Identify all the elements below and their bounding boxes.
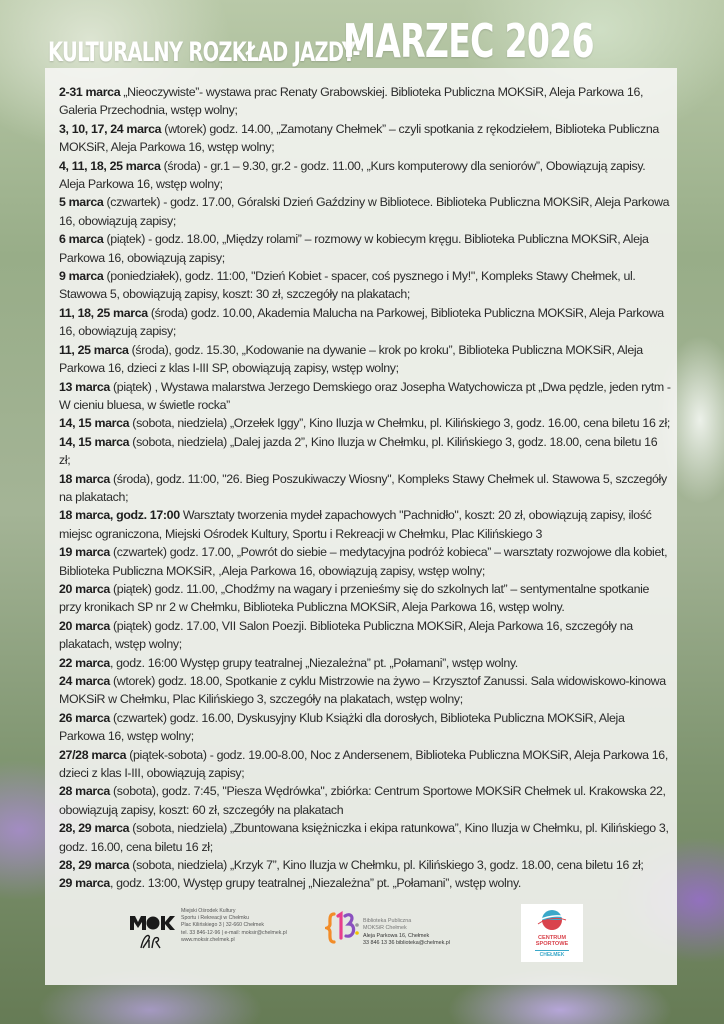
event-text: (wtorek) godz. 18.00, Spotkanie z cyklu Mistrzowie na żywo – Krzysztof Zanussi. Sala widowiskowo-kinowa MOKSiR w Chełmku, Plac Kilińskiego 3, szczegóły na plakatach, wstęp wolny; [59,674,666,707]
library-line: 33 846 13 36 biblioteka@chelmek.pl [363,940,450,947]
event-date: 20 marca [59,618,110,633]
moksir-line: www.moksir.chelmek.pl [181,936,235,943]
event-date: 5 marca [59,195,104,210]
event-date: 28, 29 marca [59,858,130,873]
event-date: 18 marca [59,471,110,486]
event-date: 28 marca [59,784,110,799]
library-line: MOKSiR Chełmek [363,925,407,932]
event-date: 24 marca [59,674,110,688]
event-text: (środa) - gr.1 – 9.30, gr.2 - godz. 11.00, „Kurs komputerowy dla seniorów”, Obowiązują zapisy. Aleja Parkowa 16, wstęp wolny; [59,158,646,192]
divider [535,950,569,951]
event-date: 14, 15 marca [59,416,130,431]
moksir-logo [129,908,329,956]
sports-centre-logo [521,904,583,962]
event-item [59,470,671,507]
event-text: (piątek) godz. 11.00, „Chodźmy na wagary i przenieśmy się do szkolnych lat” – sentymentalne spotkanie przy kronikach SP nr 2 w Chełmku, Biblioteka Publiczna MOKSiR, Aleja Parkowa 16, wstęp wolny. [59,581,650,615]
event-text: (wtorek) godz. 14.00, „Zamotany Chełmek” – czyli spotkania z rękodziełem, Biblioteka Publiczna MOKSiR, Aleja Parkowa 16, wstęp wolny; [59,121,659,155]
library-line: Aleja Parkowa 16, Chełmek [363,932,430,939]
event-date: 11, 18, 25 marca [59,305,148,320]
title-prefix: KULTURALNY ROZKŁAD JAZDY- [48,37,360,68]
event-text: Warsztaty tworzenia mydeł zapachowych "Pachnidło", koszt: 20 zł, obowiązują zapisy, ilość miejsc ograniczona, Miejski Ośrodek Kultury, Sportu i Rekreacji w Chełmku, Plac Kilińskiego 3 [59,508,652,541]
moksir-line: Sportu i Rekreacji w Chełmku [181,915,250,922]
event-text: (sobota, niedziela) „Krzyk 7”, Kino Iluzja w Chełmku, pl. Kilińskiego 3, godz. 18.00, cena biletu 16 zł; [129,858,644,873]
event-item [59,856,671,874]
event-text: (piątek-sobota) - godz. 19.00-8.00, Noc z Andersenem, Biblioteka Publiczna MOKSiR, Aleja Parkowa 16, dzieci z klas I-III, obowiązują zapisy; [59,747,668,781]
event-text: , godz. 16:00 Występ grupy teatralnej „Niezależna” pt. „Połamani”, wstęp wolny. [109,655,518,670]
event-item [59,267,671,304]
event-text: (środa), godz. 15.30, „Kodowanie na dywanie – krok po kroku”, Biblioteka Publiczna MOKSiR, Aleja Parkowa 16, dzieci z klas I-III SP, obowiązują zapisy, wstęp wolny; [59,342,643,376]
moksir-contact [181,908,287,944]
event-item [59,672,671,709]
event-date: 22 marca [59,655,110,670]
event-text: (poniedziałek), godz. 11:00, "Dzień Kobiet - spacer, coś pysznego i My!", Kompleks Stawy Chełmek, ul. Stawowa 5, obowiązują zapisy, koszt: 30 zł, szczegóły na plakatach; [59,269,636,302]
event-text: (czwartek) godz. 17.00, „Powrót do siebie – medytacyjna podróż kobieca” – warsztaty rozwojowe dla kobiet, Biblioteka Publiczna MOKSiR, ,Aleja Parkowa 16, obowiązują zapisy, wstęp wolny; [59,545,668,578]
sports-centre-name [521,935,583,948]
event-date: 14, 15 marca [59,434,130,449]
event-date: 3, 10, 17, 24 marca [59,121,162,136]
moksir-line: Miejski Ośrodek Kultury [181,908,236,914]
event-item [59,543,671,580]
events-list [59,83,671,893]
event-date: 26 marca [59,710,110,725]
event-date: 11, 25 marca [59,342,129,357]
event-date: 9 marca [59,269,104,284]
footer-logos [45,900,677,980]
event-item [59,782,671,819]
event-item [59,617,671,654]
event-item [59,230,671,267]
event-item [59,874,671,892]
event-item [59,433,671,470]
moksir-logo-icon [129,914,175,952]
library-contact [363,918,450,948]
event-item [59,654,671,672]
sports-centre-logo-icon [536,908,568,934]
title-month: MARZEC 2026 [342,14,594,68]
moksir-line: Plac Kilińskiego 3 | 32-660 Chełmek [181,922,264,929]
event-item [59,193,671,230]
event-text: (środa) godz. 10.00, Akademia Malucha na Parkowej, Biblioteka Publiczna MOKSiR, Aleja Parkowa 16, obowiązują zapisy; [59,305,664,339]
event-text: „Nieoczywiste”- wystawa prac Renaty Grabowskiej. Biblioteka Publiczna MOKSiR, Aleja Parkowa 16, Galeria Przechodnia, wstęp wolny; [59,85,644,118]
event-date: 20 marca [59,581,110,596]
event-text: (piątek) godz. 17.00, VII Salon Poezji. Biblioteka Publiczna MOKSiR, Aleja Parkowa 16, szczegóły na plakatach, wstęp wolny; [59,618,633,652]
event-item [59,709,671,746]
library-logo [325,906,495,956]
event-item [59,120,671,157]
event-text: (piątek) - godz. 18.00, „Między rolami” – rozmowy w kobiecym kręgu. Biblioteka Publiczna MOKSiR, Aleja Parkowa 16, obowiązują zapisy; [59,232,649,265]
event-item [59,304,671,341]
event-text: (czwartek) godz. 16.00, Dyskusyjny Klub Książki dla dorosłych, Biblioteka Publiczna MOKSiR, Aleja Parkowa 16, wstęp wolny; [59,710,625,744]
poster-title [48,14,688,68]
event-item [59,414,671,432]
events-panel [45,68,677,985]
event-date: 18 marca, godz. 17:00 [59,508,180,523]
event-date: 28, 29 marca [59,821,130,836]
moksir-line: tel. 33 846-12-96 | e-mail: moksir@chelmek.pl [181,929,287,936]
event-text: (sobota, niedziela) „Zbuntowana księżniczka i ekipa ratunkowa”, Kino Iluzja w Chełmku, pl. Kilińskiego 3, godz. 16.00, cena biletu 16 zł; [59,821,669,854]
event-text: (środa), godz. 11:00, "26. Bieg Poszukiwaczy Wiosny", Kompleks Stawy Chełmek ul. Stawowa 5, szczegóły na plakatach; [59,471,667,504]
event-item [59,378,671,415]
event-date: 6 marca [59,232,104,247]
event-text: (czwartek) - godz. 17.00, Góralski Dzień Gaździny w Bibliotece. Biblioteka Publiczna MOKSiR, Aleja Parkowa 16, obowiązują zapisy; [59,195,670,228]
event-text: (sobota, niedziela) „Dalej jazda 2”, Kino Iluzja w Chełmku, pl. Kilińskiego 3, godz. 18.00, cena biletu 16 zł; [59,434,658,468]
event-item [59,506,671,543]
event-text: (sobota), godz. 7:45, "Piesza Wędrówka", zbiórka: Centrum Sportowe MOKSiR Chełmek ul. Krakowska 22, obowiązują zapisy, koszt: 60 zł, szczegóły na plakatach [59,784,666,817]
event-text: , godz. 13:00, Występ grupy teatralnej „Niezależna” pt. „Połamani”, wstęp wolny. [109,876,521,891]
event-item [59,83,671,120]
event-item [59,341,671,378]
event-text: (sobota, niedziela) „Orzełek Iggy”, Kino Iluzja w Chełmku, pl. Kilińskiego 3, godz. 16.00, cena biletu 16 zł; [129,416,670,431]
event-item [59,580,671,617]
event-date: 4, 11, 18, 25 marca [59,158,161,173]
event-date: 13 marca [59,379,110,394]
library-logo-icon [325,908,361,948]
sports-line: CENTRUM [538,935,566,941]
library-line: Biblioteka Publiczna [363,918,412,924]
event-date: 2-31 marca [59,85,121,99]
event-date: 27/28 marca [59,747,127,762]
event-date: 29 marca [59,876,110,891]
event-item [59,157,671,194]
event-item [59,819,671,856]
event-date: 19 marca [59,545,110,560]
event-item [59,746,671,783]
sports-centre-city: CHEŁMEK [539,952,565,958]
sports-line: SPORTOWE [535,941,569,948]
event-text: (piątek) , Wystawa malarstwa Jerzego Demskiego oraz Josepha Watychowicza pt „Dwa pędzle, jeden rytm - W cieniu bluesa, w świetle rocka” [59,379,671,412]
